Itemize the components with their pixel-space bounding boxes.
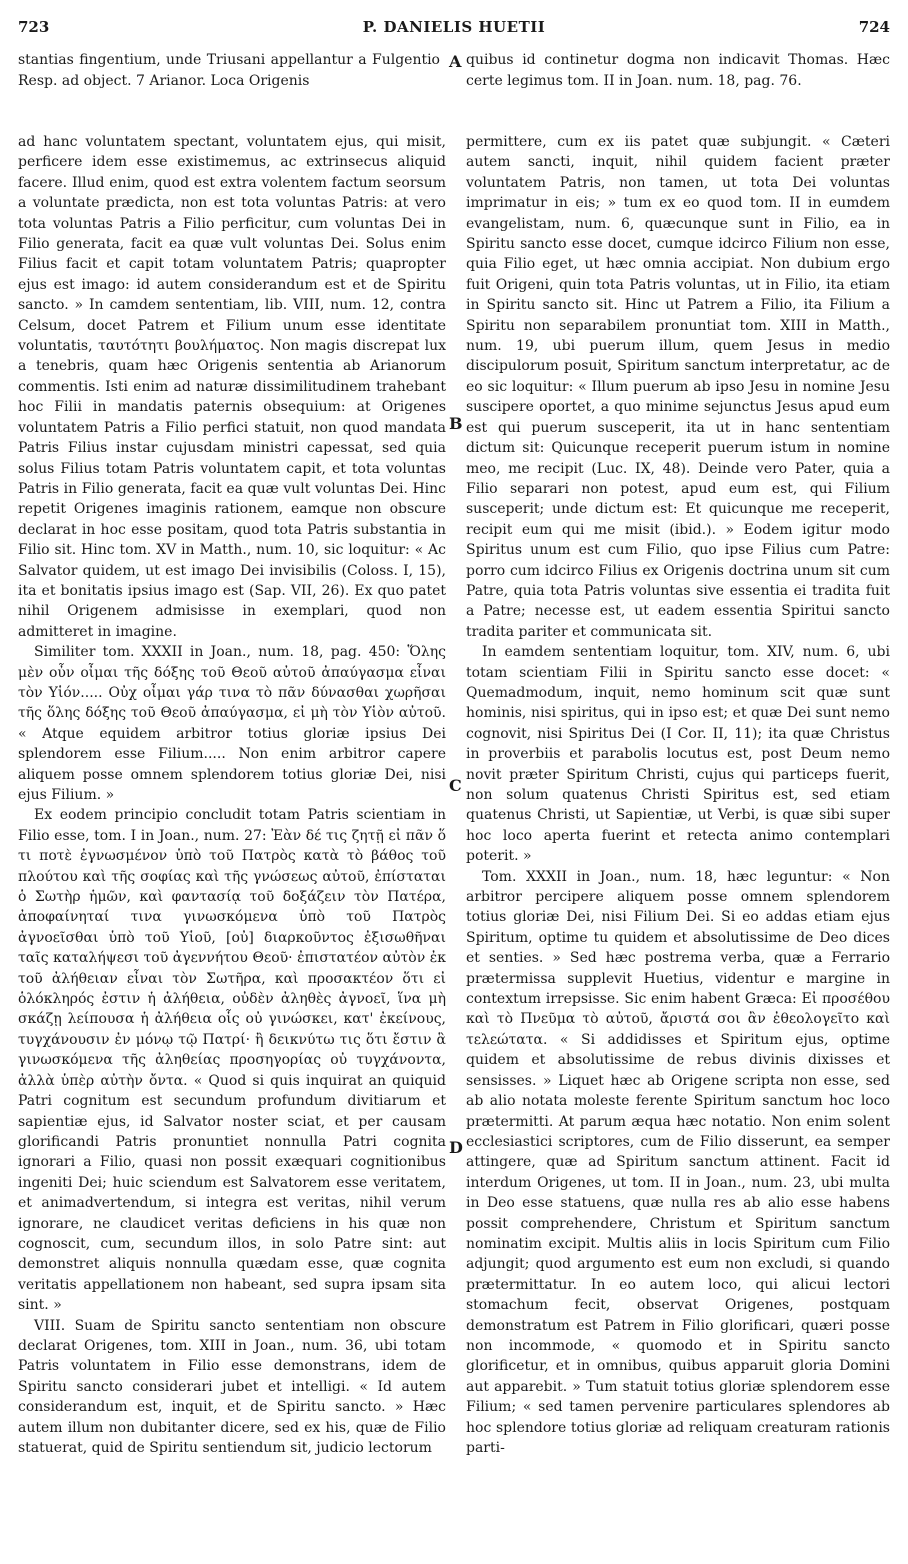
running-title: P. DANIELIS HUETII [362,18,546,36]
margin-marker-c: C [449,776,462,795]
right-column [466,132,890,1458]
left-paragraph-2: Similiter tom. XXXII in Joan., num. 18, pag. 450: Ὅλης μὲν οὖν οἶμαι τῆς δόξης τοῦ Θεοῦ αὐτοῦ ἀπαύγασμα εἶναι τὸν Υἱόν..... Οὐχ οἶμαι γάρ τινα τὸ πᾶν δύνασθαι χωρῆσαι τῆς ὅλης δόξης τοῦ Θεοῦ ἀπαύγασμα, εἰ μὴ τὸν Υἱὸν αὐτοῦ. « Atque equidem arbitror totius gloriæ ipsius Dei splendorem esse Filium..... Non enim arbitror capere aliquem posse omnem splendorem totius gloriæ Dei, nisi ejus Filium. » [18,644,446,803]
page-number-right: 724 [858,18,890,36]
left-paragraph-4: VIII. Suam de Spiritu sancto sententiam non obscure declarat Origenes, tom. XIII in Joan., num. 36, ubi totam Patris voluntatem in Filio esse demonstrans, idem de Spiritu sancto considerari jubet et intelligi. « Id autem considerandum est, inquit, et de Spiritu sancto. » Hæc autem illum non dubitanter dicere, sed ex his, quæ de Filio statuerat, quid de Spiritu sentiendum sit, judicio lectorum [18,1317,446,1456]
margin-marker-a: A [449,52,462,71]
left-paragraph-3: Ex eodem principio concludit totam Patris scientiam in Filio esse, tom. I in Joan., num. 27: Ἐὰν δέ τις ζητῇ εἰ πᾶν ὅ τι ποτὲ ἐγνωσμένον ὑπὸ τοῦ Πατρὸς κατὰ τὸ βάθος τοῦ πλούτου καὶ τῆς σοφίας καὶ τῆς γνώσεως αὐτοῦ, ἐπίσταται ὁ Σωτὴρ ἡμῶν, καὶ φαντασίᾳ τοῦ δοξάζειν τὸν Πατέρα, ἀποφαίνηταί τινα γινωσκόμενα ὑπὸ τοῦ Πατρὸς ἀγνοεῖσθαι ὑπὸ τοῦ Υἱοῦ, [οὐ] διαρκοῦντος ἐξισωθῆναι ταῖς καταλήψεσι τοῦ ἀγεννήτου Θεοῦ· ἐπιστατέον αὐτὸν ἐκ τοῦ ἀλήθειαν εἶναι τὸν Σωτῆρα, καὶ προσακτέον ὅτι εἰ ὁλόκληρός ἐστιν ἡ ἀλήθεια, οὐδὲν ἀληθὲς ἀγνοεῖ, ἵνα μὴ σκάζῃ λείπουσα ἡ ἀλήθεια οἷς οὐ γινώσκει, κατ' ἐκείνους, τυγχάνουσιν ἐν μόνῳ τῷ Πατρί· ἢ δεικνύτω τις ὅτι ἔστιν ἃ γινωσκόμενα τῆς ἀληθείας προσηγορίας οὐ τυγχάνοντα, ἀλλὰ ὑπὲρ αὐτὴν ὄντα. « Quod si quis inquirat an quiquid Patri cognitum est secundum profundum divitiarum et sapientiæ ejus, id Salvator noster sciat, et per causam glorificandi Patris pronuntiet nonnulla Patri cognita ignorari a Filio, quasi non possit exæquari cognitionibus ingeniti Dei; huic sciendum est Salvatorem esse veritatem, et animadvertendum, si integra est veritas, nihil verum ignorare, ne claudicet veritas deficiens in his quæ non cognoscit, cum, secundum illos, in solo Patre sint: aut demonstret aliquis nonnulla quædam esse, quæ cognita veritatis appellationem non habeant, sed supra ipsam sita sint. » [18,807,446,1314]
page-number-left: 723 [18,18,50,36]
right-paragraph-2: In eamdem sententiam loquitur, tom. XIV, num. 6, ubi totam scientiam Filii in Spiritu sancto esse docet: « Quemadmodum, inquit, nemo hominum scit quæ sunt hominis, nisi spiritus, qui in ipso est; et quæ Dei sunt nemo cognovit, nisi Spiritus Dei (I Cor. II, 11); ita quæ Christus in proverbiis et parabolis locutus est, post Deum nemo novit præter Spiritum Christi, cujus qui particeps fuerit, non solum quatenus Christi Spiritus est, sed etiam quatenus Christi, ut Sapientiæ, ut Verbi, is quæ sibi super hoc loco aperta fuerint et retecta animo contemplari poterit. » [466,644,890,865]
top-left-text: stantias fingentium, unde Triusani appellantur a Fulgentio Resp. ad object. 7 Arianor. Loca Origenis [18,52,440,89]
margin-marker-b: B [449,414,463,433]
margin-marker-d: D [449,1138,463,1157]
left-column [18,132,446,1458]
right-paragraph-1: permittere, cum ex iis patet quæ subjungit. « Cæteri autem sancti, inquit, nihil quidem facient præter voluntatem Patris, non tamen, ut tota Dei voluntas imprimatur in eis; » tum ex eo quod tom. II in eumdem evangelistam, num. 6, quæcunque sunt in Filio, ea in Spiritu sancto esse docet, cumque idcirco Filium non esse, quia Filio eget, ut hæc omnia accipiat. Non dubium ergo fuit Origeni, quin tota Patris voluntas, ut in Filio, ita etiam in Spiritu sancto sit. Hinc ut Patrem a Filio, ita Filium a Spiritu non separabilem pronuntiat tom. XIII in Matth., num. 19, ubi puerum illum, quem Jesus in medio discipulorum posuit, Spiritum sanctum interpretatur, ac de eo sic loquitur: « Illum puerum ab ipso Jesu in nomine Jesu suscipere oportet, a quo minime sejunctus Jesus apud eum est qui puerum susceperit, ita ut in hanc sententiam dictum sit: Quicunque receperit puerum istum in nomine meo, me recipit (Luc. IX, 48). Deinde vero Pater, quia a Filio separari non potest, apud eum est, qui Filium susceperit; unde dictum est: Et quicunque me receperit, recipit eum qui me misit (ibid.). » Eodem igitur modo Spiritus unum est cum Filio, quo ipse Filius cum Patre: porro cum idcirco Filius ex Origenis doctrina unum sit cum Patre, quia tota Patris voluntas sive essentia ei tradita fuit a Patre; necesse est, ut eadem essentia Spiritui sancto tradita pariter et communicata sit. [466,134,890,640]
right-paragraph-3: Tom. XXXII in Joan., num. 18, hæc leguntur: « Non arbitror percipere aliquem posse omnem splendorem totius gloriæ Dei, nisi Filium Dei. Si eo addas etiam ejus Spiritum, optime tu quidem et absolutissime de Deo dices et senties. » Sed hæc postrema verba, quæ a Ferrario prætermissa supplevit Huetius, videntur e margine in contextum irrepsisse. Sic enim habent Græca: Εἰ προσέθου καὶ τὸ Πνεῦμα τὸ αὐτοῦ, ἄριστά σοι ἂν ἐθεολογεῖτο καὶ τελεώτατα. « Si addidisses et Spiritum ejus, optime quidem et absolutissime de rebus divinis dixisses et sensisses. » Liquet hæc ab Origene scripta non esse, sed ab alio notata moleste ferente Spiritum sanctum hoc loco prætermitti. At parum æqua hæc notatio. Non enim solent ecclesiastici scriptores, cum de Filio disserunt, ea semper attingere, quæ ad Spiritum sanctum attinent. Facit id interdum Origenes, ut tom. II in Joan., num. 23, ubi multa in Deo esse statuens, quæ nulla res ab alio esse habens possit comprehendere, Christum et Spiritum sanctum nominatim excipit. Multis aliis in locis Spiritum cum Filio adjungit; quod argumento est eum non excludi, si quando prætermittatur. In eo autem loco, qui alicui lectori stomachum fecit, observat Origenes, postquam demonstratum est Patrem in Filio glorificari, quæri posse non incommode, « quomodo et in Spiritu sancto glorificetur, et in omnibus, quibus apparuit gloria Domini aut apparebit. » Tum statuit totius gloriæ splendorem esse Filium; « sed tamen pervenire particulares splendores ab hoc splendore totius gloriæ ad reliquam creaturam rationis parti- [466,868,890,1456]
top-right-text: quibus id continetur dogma non indicavit Thomas. Hæc certe legimus tom. II in Joan. num. 18, pag. 76. [466,52,890,89]
page-header [18,18,890,40]
left-paragraph-1: ad hanc voluntatem spectant, voluntatem ejus, qui misit, perficere idem esse existimemus, ac extrinsecus aliquid facere. Illud enim, quod est extra volentem factum seorsum a voluntate prædicta, non est tota voluntas Patris: at vero tota voluntas Patris a Filio perficitur, cum voluntas Dei in Filio generata, facit ea quæ vult voluntas Dei. Solus enim Filius facit et capit totam voluntatem Patris; quapropter ejus est imago: id autem considerandum est et de Spiritu sancto. » In camdem sententiam, lib. VIII, num. 12, contra Celsum, docet Patrem et Filium unum esse identitate voluntatis, ταυτότητι βουλήματος. Non magis discrepat lux a tenebris, quam hæc Origenis sententia ab Arianorum commentis. Isti enim ad naturæ dissimilitudinem trahebant hoc Filii in mandatis paternis obsequium: at Origenes voluntatem Patris a Filio perfici statuit, non quod mandata Patris Filius instar cujusdam ministri capessat, sed quia solus Filius totam Patris voluntatem capit, et tota voluntas Patris in Filio generata, facit ea quæ vult voluntas Dei. Hinc repetit Origenes imaginis rationem, eamque non obscure declarat in hoc esse positam, quod tota Patris substantia in Filio sit. Hinc tom. XV in Matth., num. 10, sic loquitur: « Ac Salvator quidem, ut est imago Dei invisibilis (Coloss. I, 15), ita et bonitatis ipsius imago est (Sap. VII, 26). Ex quo patet nihil Origenem admisisse in exemplari, quod non admitteret in imagine. [18,134,446,640]
